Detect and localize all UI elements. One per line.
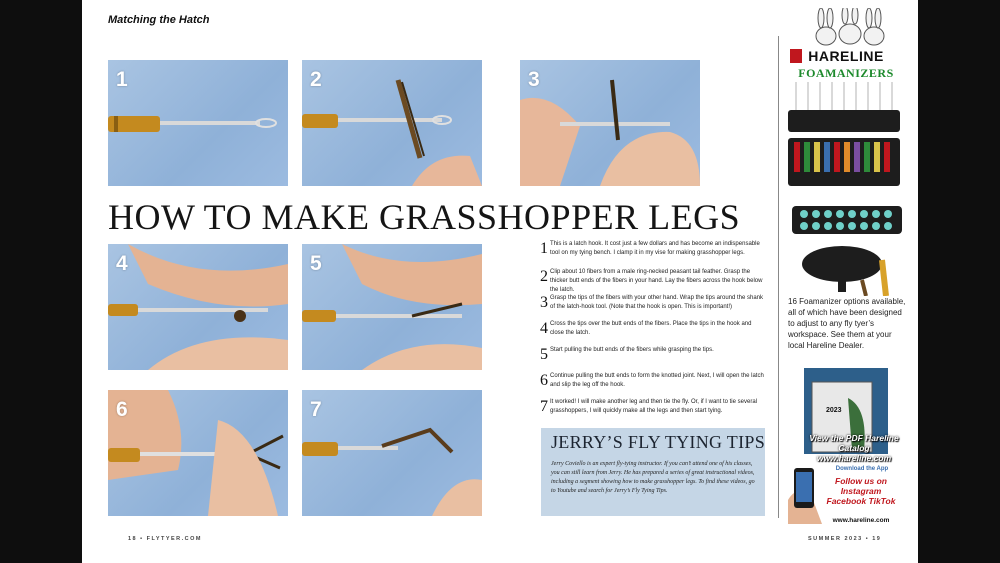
step-photo-5	[302, 244, 482, 370]
photo-number: 7	[310, 398, 322, 421]
crossing-tips-illustration	[108, 244, 288, 370]
catalog-year: 2023	[826, 407, 842, 414]
social-links[interactable]: Follow us on Instagram Facebook TikTok	[826, 476, 896, 506]
step-number: 5	[540, 346, 548, 363]
folio-left: 18 • FLYTYER.COM	[128, 536, 203, 542]
article-headline: HOW TO MAKE GRASSHOPPER LEGS	[108, 197, 741, 237]
photo-number: 5	[310, 252, 322, 275]
step-text: Cross the tips over the butt ends of the fibers. Place the tips in the hook and close the latch.	[550, 321, 752, 336]
wrapping-tips-illustration	[520, 60, 700, 186]
step-text: Start pulling the butt ends of the fibers while grasping the tips.	[550, 347, 714, 353]
step-photo-3	[520, 60, 700, 186]
step-item	[540, 398, 766, 416]
pulling-butt-ends-illustration	[302, 244, 482, 370]
tips-body: Jerry Coviello is an expert fly-tying instructor. If you can’t attend one of his classes, you can still learn from Jerry. He has prepared a series of great instructional videos, including a segment showing how to make grasshopper legs. To find these videos, go to Youtube and search for Jerry’s Fly Tying Tips.	[551, 461, 755, 494]
step-number: 1	[540, 240, 548, 257]
step-text: It worked! I will make another leg and then tie the fly. Or, if I want to tie several grasshoppers, I will quickly make all the legs and then start tying.	[550, 399, 757, 414]
photo-number: 1	[116, 68, 128, 91]
app-download-label[interactable]: Download the App	[835, 466, 889, 472]
step-item	[540, 240, 766, 258]
foam-tray-illustration	[792, 202, 902, 238]
fibers-across-hook-illustration	[302, 60, 482, 186]
folio-right: SUMMER 2023 • 19	[808, 536, 882, 542]
step-item	[540, 346, 766, 363]
ad-brand-name: HARELINE	[808, 48, 884, 64]
step-item	[540, 294, 766, 312]
ad-copy-text: 16 Foamanizer options available, all of which have been designed to adjust to any fly tyer’s workspace. See them at your local Hareline Dealer.	[788, 297, 906, 350]
photo-number: 4	[116, 252, 128, 275]
rabbit-logo-icon	[808, 8, 892, 48]
step-text: This is a latch hook. It cost just a few dollars and has become an indispensable tool on my tying bench. I clamp it in my vise for making grasshopper legs.	[550, 241, 760, 256]
step-number: 6	[540, 372, 548, 389]
photo-number: 2	[310, 68, 322, 91]
step-photo-1	[108, 60, 288, 186]
photo-number: 6	[116, 398, 128, 421]
tips-title: JERRY’S FLY TYING TIPS	[551, 432, 766, 452]
step-photo-4	[108, 244, 288, 370]
column-divider	[778, 36, 779, 518]
step-number: 2	[540, 268, 548, 285]
step-photo-7	[302, 390, 482, 516]
ad-product-name: FOAMANIZERS	[798, 66, 894, 80]
step-text: Clip about 10 fibers from a male ring-necked peasant tail feather. Grasp the thicker butt ends of the fibers in your hand. Lay the fibers across the hook below the latch.	[550, 269, 763, 293]
knotted-joint-illustration	[108, 390, 288, 516]
step-item	[540, 320, 766, 338]
finished-leg-illustration	[302, 390, 482, 516]
photo-number: 3	[528, 68, 540, 91]
step-text: Grasp the tips of the fibers with your other hand. Wrap the tips around the shank of the latch-hook tool. (Note that the hook is open. This is important!)	[550, 295, 764, 310]
step-text: Continue pulling the butt ends to form the knotted joint. Next, I will open the latch and slip the leg off the hook.	[550, 373, 764, 388]
section-label: Matching the Hatch	[108, 14, 210, 26]
catalog-link[interactable]: View the PDF Hareline Catalog www.hareline.com	[809, 433, 899, 463]
rotating-base-illustration	[798, 240, 908, 296]
step-photo-2	[302, 60, 482, 186]
ad-website[interactable]: www.hareline.com	[832, 517, 890, 524]
latch-hook-illustration	[108, 60, 288, 186]
step-number: 3	[540, 294, 548, 311]
step-item	[540, 372, 766, 390]
tips-box	[541, 428, 765, 516]
step-number: 7	[540, 398, 548, 415]
phone-in-hand-icon	[788, 466, 822, 524]
step-item	[540, 268, 766, 295]
step-number: 4	[540, 320, 548, 337]
foamanizer-rack-illustration	[786, 82, 910, 192]
step-photo-6	[108, 390, 288, 516]
